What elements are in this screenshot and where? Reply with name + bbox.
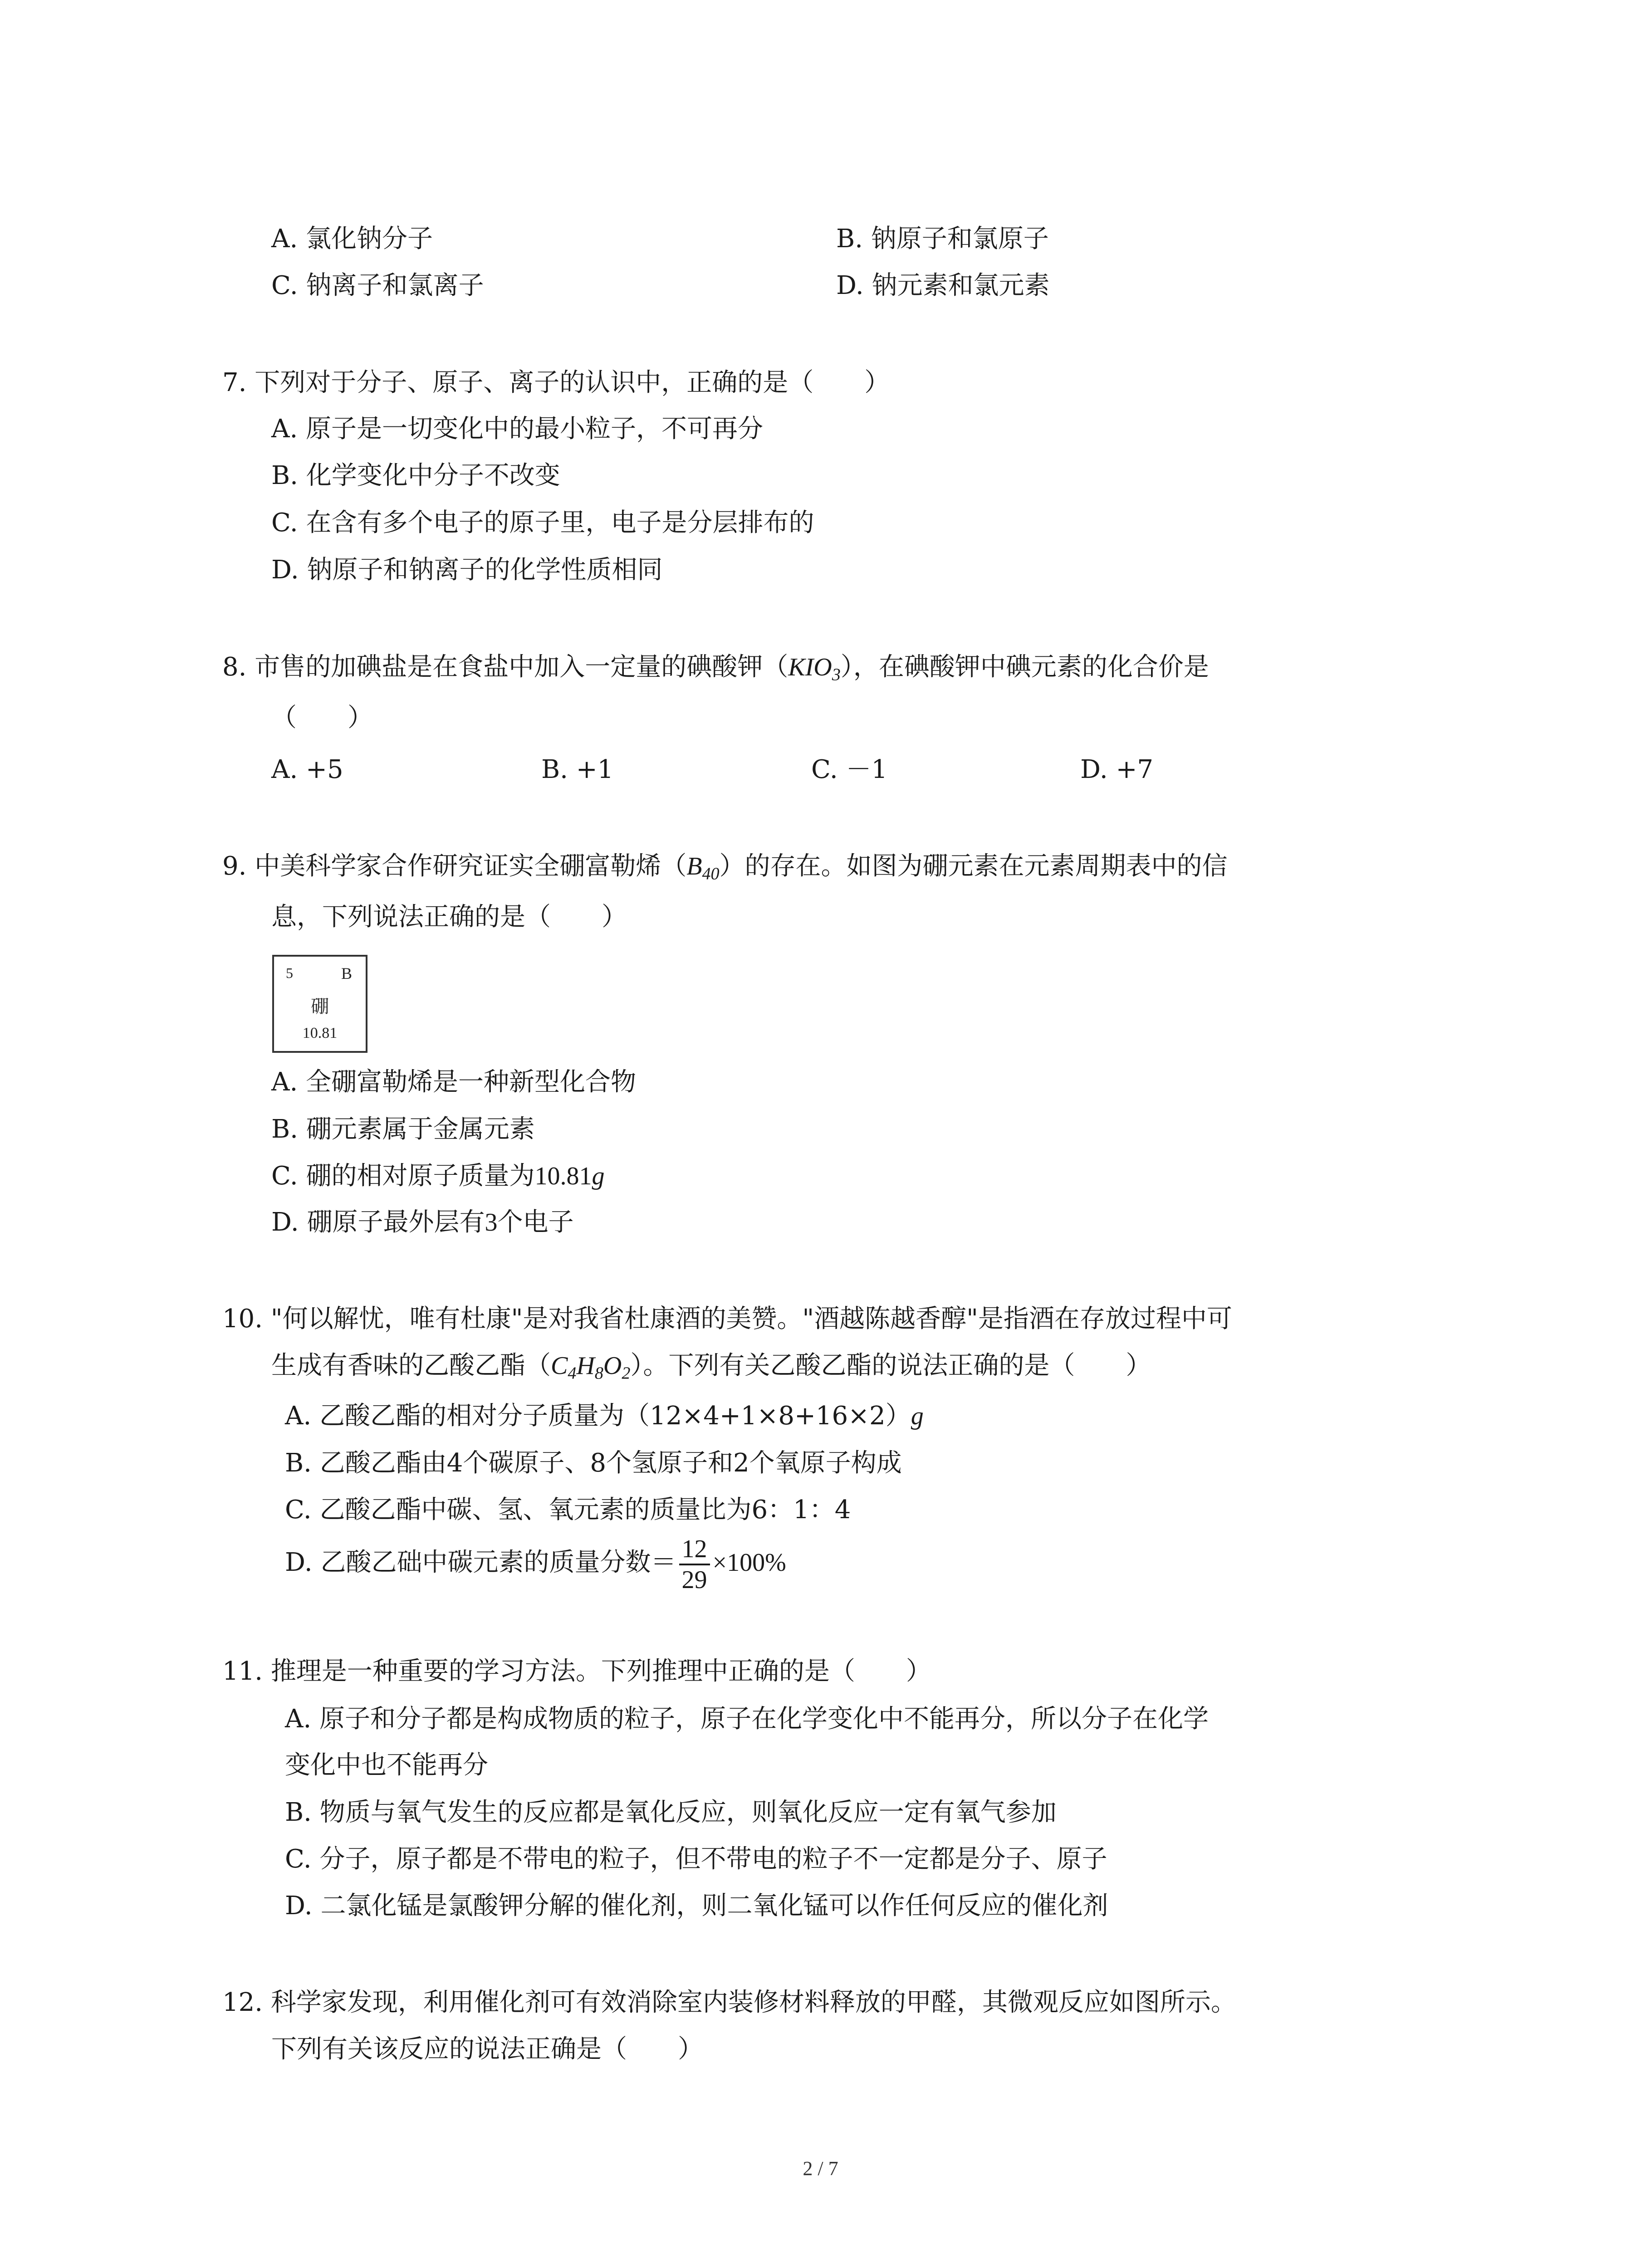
q10-stem-line1: 10. "何以解忧，唯有杜康"是对我省杜康酒的美赞。"酒越陈越香醇"是指酒在存放过程中可 <box>222 1304 1232 1334</box>
q10-fraction: $\frac{12}{29}$ <box>679 1535 710 1594</box>
q8-stem-pre: 8. 市售的加碘盐是在食盐中加入一定量的碘酸钾（ <box>222 652 789 682</box>
q12-stem-line1: 12. 科学家发现，利用催化剂可有效消除室内装修材料释放的甲醛，其微观反应如图所示。 <box>222 1988 1236 2017</box>
q9-formula: $B_{40}$ <box>686 852 720 884</box>
q8-option-c: C. －1 <box>811 755 888 784</box>
q6-option-c: C. 钠离子和氯离子 <box>271 271 484 300</box>
q7-option-d: D. 钠原子和钠离子的化学性质相同 <box>271 555 663 585</box>
q9-stem-post: ）的存在。如图为硼元素在元素周期表中的信 <box>719 851 1228 881</box>
q8-stem-post: ），在碘酸钾中碘元素的化合价是 <box>840 652 1209 682</box>
q8-option-d: D. +7 <box>1080 755 1154 784</box>
q7-stem: 7. 下列对于分子、原子、离子的认识中，正确的是（ ） <box>222 368 890 397</box>
q8-formula: $KIO_3$ <box>788 653 841 684</box>
q8-option-b: B. +1 <box>541 755 614 784</box>
q11-stem: 11. 推理是一种重要的学习方法。下列推理中正确的是（ ） <box>222 1657 931 1686</box>
q10-option-c: C. 乙酸乙酯中碳、氢、氧元素的质量比为6：1：4 <box>285 1495 851 1525</box>
q6-option-d: D. 钠元素和氯元素 <box>836 271 1050 300</box>
q10-stem-line2: 生成有香味的乙酸乙酯$(C_4H_8O_2)$。下列有关乙酸乙酯的说法正确的是（ ） <box>271 1351 1151 1383</box>
boron-element-card <box>272 955 367 1053</box>
q11-option-d: D. 二氯化锰是氯酸钾分解的催化剂，则二氧化锰可以作任何反应的催化剂 <box>285 1891 1108 1921</box>
q10-formula: $C_4H_8O_2$ <box>551 1352 631 1383</box>
element-symbol: B <box>341 964 352 982</box>
q9-option-b: B. 硼元素属于金属元素 <box>271 1114 535 1144</box>
q6-option-b: B. 钠原子和氯原子 <box>836 224 1049 254</box>
q6-option-a: A. 氯化钠分子 <box>271 224 433 254</box>
q11-option-a-line2: 变化中也不能再分 <box>285 1750 488 1780</box>
q7-option-a: A. 原子是一切变化中的最小粒子，不可再分 <box>271 414 764 444</box>
q9-stem <box>222 850 1228 882</box>
q10-option-a: A. 乙酸乙酯的相对分子质量为（12×4+1×8+16×2）g <box>285 1401 924 1431</box>
q11-option-a-line1: A. 原子和分子都是构成物质的粒子，原子在化学变化中不能再分，所以分子在化学 <box>285 1704 1209 1734</box>
element-atomic-number: 5 <box>286 965 293 981</box>
element-atomic-mass: 10.81 <box>302 1025 338 1041</box>
q11-option-c: C. 分子，原子都是不带电的粒子，但不带电的粒子不一定都是分子、原子 <box>285 1844 1107 1874</box>
element-name: 硼 <box>311 996 329 1017</box>
q9-option-c: C. 硼的相对原子质量为10.81g <box>271 1161 605 1191</box>
q8-option-a: A. +5 <box>271 755 343 784</box>
q9-option-d: D. 硼原子最外层有3个电子 <box>271 1207 574 1237</box>
q8-stem-line2: （ ） <box>271 703 373 733</box>
q11-option-b: B. 物质与氧气发生的反应都是氧化反应，则氧化反应一定有氧气参加 <box>285 1798 1057 1827</box>
q9-stem-line2: 息，下列说法正确的是（ ） <box>271 902 627 932</box>
q9-stem-pre: 9. 中美科学家合作研究证实全硼富勒烯（ <box>222 851 687 881</box>
q10-option-d: D. 乙酸乙础中碳元素的质量分数＝ $\frac{12}{29}$ ×100% <box>285 1535 786 1594</box>
q10-option-b: B. 乙酸乙酯由4个碳原子、8个氢原子和2个氧原子构成 <box>285 1448 902 1478</box>
q7-option-c: C. 在含有多个电子的原子里，电子是分层排布的 <box>271 508 814 538</box>
page-number: 2 / 7 <box>803 2157 838 2180</box>
q8-stem <box>222 651 1209 683</box>
q7-option-b: B. 化学变化中分子不改变 <box>271 461 560 490</box>
q9-option-a: A. 全硼富勒烯是一种新型化合物 <box>271 1067 637 1097</box>
q12-stem-line2: 下列有关该反应的说法正确是（ ） <box>271 2034 703 2064</box>
